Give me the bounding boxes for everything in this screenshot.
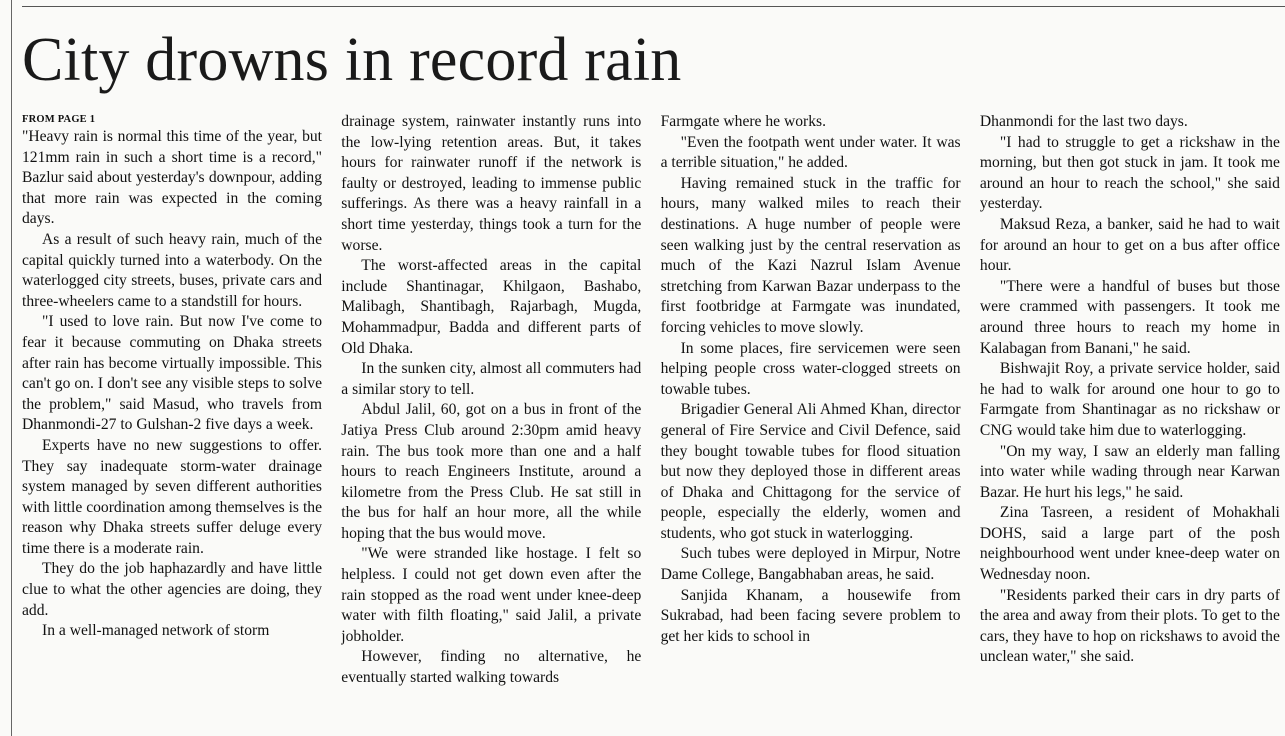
paragraph: Bishwajit Roy, a private service holder, said he had to walk for around one hour to go to Farmgate from Shantinagar as no rickshaw or CNG would take him due to waterlogging. [979,360,1280,439]
paragraph: As a result of such heavy rain, much of the capital quickly turned into a waterbody. On the waterlogged city streets, buses, private cars and three-wheelers came to a standstill for hours. [22,230,322,310]
column-2 [341,112,641,736]
column-1 [22,112,322,736]
paragraph: drainage system, rainwater instantly runs into the low-lying retention areas. But, it takes hours for rainwater runoff if the network is faulty or destroyed, leading to immense public sufferings. As there was a heavy rainfall in a short time yesterday, things took a turn for the worse. [341,113,642,254]
paragraph: "We were stranded like hostage. I felt so helpless. I could not get down even after the rain stopped as the road went under knee-deep water with filth floating," said Jalil, a private jobholder. [341,545,642,645]
paragraph: "Even the footpath went under water. It was a terrible situation," he added. [660,133,961,172]
paragraph: Sanjida Khanam, a housewife from Sukrabad, had been facing severe problem to get her kids to school in [660,586,961,645]
continued-from-label: FROM PAGE 1 [22,114,96,125]
headline: City drowns in record rain [22,26,682,94]
paragraph: "Heavy rain is normal this time of the year, but 121mm rain in such a short time is a record," Bazlur said about yesterday's downpour, adding that more rain was expected in the coming days. [22,128,322,228]
paragraph: Maksud Reza, a banker, said he had to wait for around an hour to get on a bus after office hour. [979,215,1280,275]
paragraph: Such tubes were deployed in Mirpur, Notre Dame College, Bangabhaban areas, he said. [660,545,961,584]
paragraph: In the sunken city, almost all commuters had a similar story to tell. [341,360,642,398]
paragraph: They do the job haphazardly and have little clue to what the other agencies are doing, they add. [22,560,322,619]
paragraph: Having remained stuck in the traffic for hours, many walked miles to reach their destinations. A huge number of people were seen walking just by the central reservation as much of the Kazi Nazrul Islam Avenue stretching from Karwan Bazar underpass to the first footbridge at Farmgate was inundated, forcing vehicles to move slowly. [660,174,961,336]
paragraph: "Residents parked their cars in dry parts of the area and away from their plots. To get to the cars, they have to hop on rickshaws to avoid the unclean water," she said. [979,586,1280,666]
paragraph: Abdul Jalil, 60, got on a bus in front of the Jatiya Press Club around 2:30pm amid heavy rain. The bus took more than one and a half hours to reach Engineers Institute, around a kilometre from the Press Club. He sat still in the bus for half an hour more, all the while hoping that the bus would move. [341,401,642,542]
top-rule [22,6,1285,7]
paragraph: Experts have no new suggestions to offer. They say inadequate storm-water drainage system managed by seven different authorities with little coordination among themselves is the reason why Dhaka streets suffer deluge every time there is a moderate rain. [22,436,322,557]
column-4 [980,112,1280,736]
paragraph: Zina Tasreen, a resident of Mohakhali DOHS, said a large part of the posh neighbourhood went under knee-deep water on Wednesday noon. [979,504,1280,584]
column-3 [661,112,961,736]
paragraph: Farmgate where he works. [660,113,827,130]
paragraph: "On my way, I saw an elderly man falling into water while wading through near Karwan Bazar. He hurt his legs," he said. [979,442,1280,501]
paragraph: The worst-affected areas in the capital include Shantinagar, Khilgaon, Bashabo, Malibagh, Shantibagh, Rajarbagh, Mugda, Mohammadpur, Badda and different parts of Old Dhaka. [341,257,642,357]
paragraph: "There were a handful of buses but those were crammed with passengers. It took me around three hours to reach my home in Kalabagan from Banani," he said. [979,277,1280,357]
paragraph: However, finding no alternative, he eventually started walking towards [341,648,642,687]
paragraph: Dhanmondi for the last two days. [979,113,1188,130]
paragraph: "I had to struggle to get a rickshaw in the morning, but then got stuck in jam. It took me around an hour to reach the school," she said yesterday. [979,133,1280,213]
paragraph: "I used to love rain. But now I've come to fear it because commuting on Dhaka streets after rain has become virtually impossible. This can't go on. I don't see any visible steps to solve the problem," said Masud, who travels from Dhanmondi-27 to Gulshan-2 five days a week. [22,313,322,434]
gutter-rule [11,0,12,736]
paragraph: In some places, fire servicemen were seen helping people cross water-clogged streets on towable tubes. [660,339,961,398]
paragraph: Brigadier General Ali Ahmed Khan, director general of Fire Service and Civil Defence, said they bought towable tubes for flood situation but now they deployed those in different areas of Dhaka and Chittagong for the service of people, especially the elderly, women and students, who got stuck in waterlogging. [660,401,961,542]
article-body [22,112,1280,736]
paragraph: In a well-managed network of storm [42,622,270,640]
